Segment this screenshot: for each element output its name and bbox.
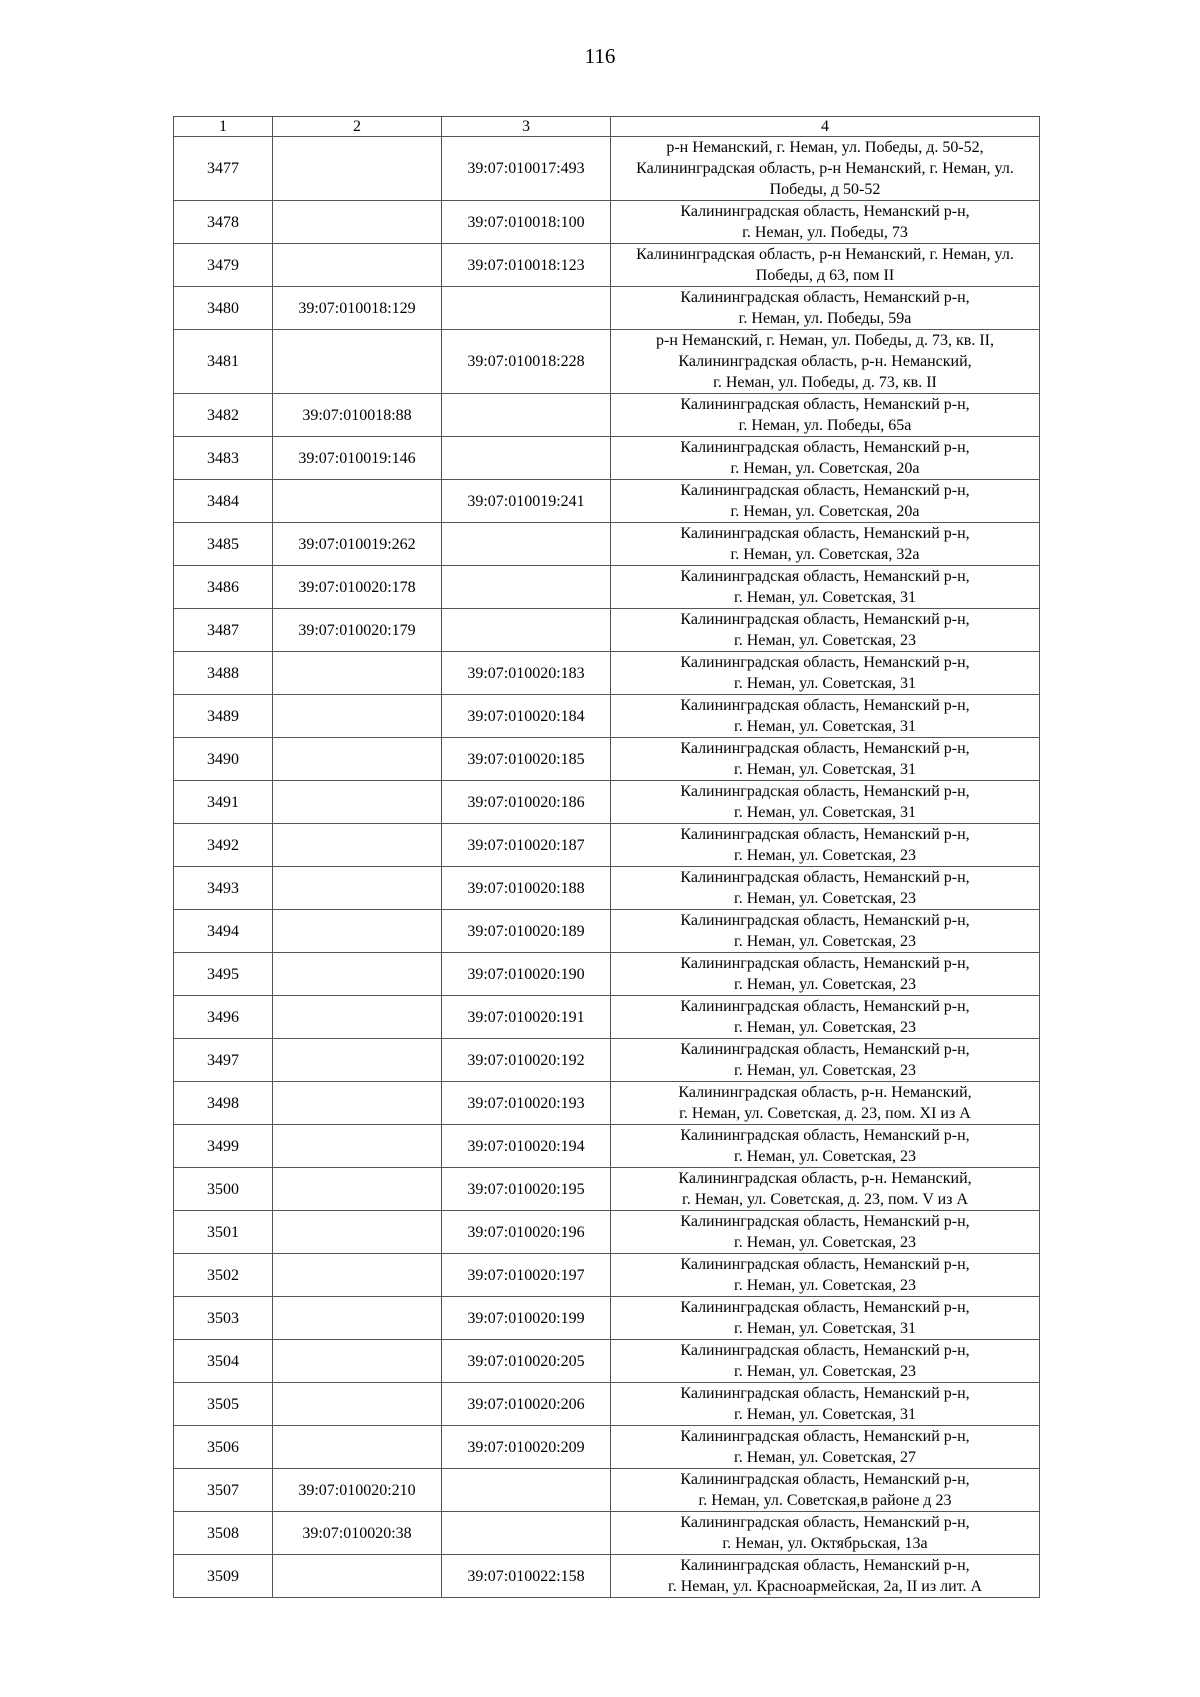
address-cell: Калининградская область, Неманский р-н, г. Неман, ул. Советская, 23	[611, 1039, 1040, 1082]
cadastral-number-col3: 39:07:010020:190	[442, 953, 611, 996]
table-row	[174, 523, 1040, 566]
table-row	[174, 953, 1040, 996]
row-number: 3483	[174, 437, 273, 480]
address-cell: Калининградская область, Неманский р-н, г. Неман, ул. Победы, 73	[611, 201, 1040, 244]
table-row	[174, 609, 1040, 652]
cadastral-number-col2	[273, 1168, 442, 1211]
address-cell: Калининградская область, Неманский р-н, г. Неман, ул. Советская, 23	[611, 609, 1040, 652]
cadastral-number-col2: 39:07:010018:88	[273, 394, 442, 437]
row-number: 3498	[174, 1082, 273, 1125]
cadastral-number-col2	[273, 1082, 442, 1125]
address-cell: Калининградская область, Неманский р-н, г. Неман, ул. Советская, 23	[611, 1340, 1040, 1383]
cadastral-number-col2	[273, 1340, 442, 1383]
row-number: 3500	[174, 1168, 273, 1211]
cadastral-number-col2	[273, 480, 442, 523]
row-number: 3492	[174, 824, 273, 867]
table-row	[174, 1340, 1040, 1383]
address-cell: Калининградская область, Неманский р-н, г. Неман, ул. Советская, 31	[611, 695, 1040, 738]
row-number: 3485	[174, 523, 273, 566]
cadastral-number-col3: 39:07:010018:123	[442, 244, 611, 287]
table-row	[174, 394, 1040, 437]
table-row	[174, 1082, 1040, 1125]
row-number: 3496	[174, 996, 273, 1039]
cadastral-number-col3: 39:07:010018:228	[442, 330, 611, 394]
address-cell: Калининградская область, Неманский р-н, г. Неман, ул. Советская, 31	[611, 781, 1040, 824]
row-number: 3508	[174, 1512, 273, 1555]
cadastral-number-col2: 39:07:010020:178	[273, 566, 442, 609]
cadastral-number-col3: 39:07:010022:158	[442, 1555, 611, 1598]
cadastral-number-col3: 39:07:010020:197	[442, 1254, 611, 1297]
table-body	[174, 137, 1040, 1598]
address-cell: Калининградская область, Неманский р-н, г. Неман, ул. Советская, 31	[611, 1383, 1040, 1426]
cadastral-number-col3	[442, 523, 611, 566]
table-row	[174, 910, 1040, 953]
table-row	[174, 566, 1040, 609]
address-cell: Калининградская область, Неманский р-н, г. Неман, ул. Красноармейская, 2а, II из лит. А	[611, 1555, 1040, 1598]
cadastral-number-col3: 39:07:010020:199	[442, 1297, 611, 1340]
cadastral-number-col3	[442, 437, 611, 480]
row-number: 3484	[174, 480, 273, 523]
address-cell: Калининградская область, Неманский р-н, г. Неман, ул. Советская, 23	[611, 953, 1040, 996]
table-row	[174, 480, 1040, 523]
table-row	[174, 824, 1040, 867]
address-cell: Калининградская область, Неманский р-н, г. Неман, ул. Октябрьская, 13а	[611, 1512, 1040, 1555]
address-cell: Калининградская область, Неманский р-н, г. Неман, ул. Советская,в районе д 23	[611, 1469, 1040, 1512]
cadastral-number-col2	[273, 1297, 442, 1340]
table-row	[174, 652, 1040, 695]
address-cell: Калининградская область, Неманский р-н, г. Неман, ул. Советская, 23	[611, 1125, 1040, 1168]
column-header-1: 1	[174, 117, 273, 137]
cadastral-number-col3: 39:07:010020:196	[442, 1211, 611, 1254]
address-cell: р-н Неманский, г. Неман, ул. Победы, д. 50-52, Калининградская область, р-н Неманский, г. Неман, ул. Победы, д 50-52	[611, 137, 1040, 201]
cadastral-number-col2: 39:07:010019:262	[273, 523, 442, 566]
row-number: 3486	[174, 566, 273, 609]
address-cell: Калининградская область, Неманский р-н, г. Неман, ул. Победы, 59а	[611, 287, 1040, 330]
cadastral-number-col3: 39:07:010020:183	[442, 652, 611, 695]
row-number: 3507	[174, 1469, 273, 1512]
table-row	[174, 1168, 1040, 1211]
row-number: 3479	[174, 244, 273, 287]
row-number: 3488	[174, 652, 273, 695]
table-row	[174, 867, 1040, 910]
row-number: 3504	[174, 1340, 273, 1383]
row-number: 3509	[174, 1555, 273, 1598]
table-row	[174, 1426, 1040, 1469]
cadastral-number-col3: 39:07:010020:205	[442, 1340, 611, 1383]
address-cell: Калининградская область, Неманский р-н, г. Неман, ул. Советская, 23	[611, 867, 1040, 910]
address-cell: Калининградская область, Неманский р-н, г. Неман, ул. Советская, 23	[611, 910, 1040, 953]
row-number: 3481	[174, 330, 273, 394]
address-cell: Калининградская область, Неманский р-н, г. Неман, ул. Советская, 23	[611, 1211, 1040, 1254]
cadastral-number-col2	[273, 824, 442, 867]
cadastral-number-col3: 39:07:010020:189	[442, 910, 611, 953]
column-header-2: 2	[273, 117, 442, 137]
table-row	[174, 1125, 1040, 1168]
address-cell: Калининградская область, Неманский р-н, г. Неман, ул. Советская, 31	[611, 652, 1040, 695]
row-number: 3506	[174, 1426, 273, 1469]
row-number: 3482	[174, 394, 273, 437]
cadastral-number-col2	[273, 1039, 442, 1082]
row-number: 3487	[174, 609, 273, 652]
cadastral-number-col2	[273, 1211, 442, 1254]
cadastral-number-col3: 39:07:010020:194	[442, 1125, 611, 1168]
address-cell: Калининградская область, Неманский р-н, г. Неман, ул. Советская, 23	[611, 996, 1040, 1039]
table-row	[174, 996, 1040, 1039]
cadastral-number-col3	[442, 394, 611, 437]
table-row	[174, 1383, 1040, 1426]
table-row	[174, 287, 1040, 330]
cadastral-number-col2: 39:07:010020:179	[273, 609, 442, 652]
cadastral-number-col2	[273, 738, 442, 781]
cadastral-number-col2	[273, 1426, 442, 1469]
row-number: 3505	[174, 1383, 273, 1426]
cadastral-number-col3: 39:07:010020:193	[442, 1082, 611, 1125]
cadastral-number-col2	[273, 867, 442, 910]
row-number: 3491	[174, 781, 273, 824]
cadastral-number-col2	[273, 953, 442, 996]
table-row	[174, 738, 1040, 781]
row-number: 3503	[174, 1297, 273, 1340]
address-cell: Калининградская область, р-н. Неманский, г. Неман, ул. Советская, д. 23, пом. XI из А	[611, 1082, 1040, 1125]
cadastral-number-col3: 39:07:010020:192	[442, 1039, 611, 1082]
cadastral-number-col2: 39:07:010020:38	[273, 1512, 442, 1555]
table-row	[174, 695, 1040, 738]
cadastral-number-col2	[273, 1125, 442, 1168]
address-cell: Калининградская область, р-н Неманский, г. Неман, ул. Победы, д 63, пом II	[611, 244, 1040, 287]
cadastral-number-col3: 39:07:010020:185	[442, 738, 611, 781]
cadastral-number-col2	[273, 1254, 442, 1297]
address-cell: Калининградская область, Неманский р-н, г. Неман, ул. Советская, 23	[611, 824, 1040, 867]
table-row	[174, 781, 1040, 824]
table-row	[174, 437, 1040, 480]
cadastral-number-col3	[442, 609, 611, 652]
row-number: 3501	[174, 1211, 273, 1254]
address-cell: Калининградская область, Неманский р-н, г. Неман, ул. Советская, 20а	[611, 480, 1040, 523]
cadastral-number-col2	[273, 201, 442, 244]
table-row	[174, 1555, 1040, 1598]
header-row	[174, 117, 1040, 137]
row-number: 3480	[174, 287, 273, 330]
table-row	[174, 137, 1040, 201]
cadastral-number-col3: 39:07:010020:184	[442, 695, 611, 738]
cadastral-number-col2: 39:07:010018:129	[273, 287, 442, 330]
cadastral-number-col2	[273, 1383, 442, 1426]
row-number: 3495	[174, 953, 273, 996]
table-row	[174, 1254, 1040, 1297]
cadastral-number-col2	[273, 244, 442, 287]
cadastral-number-col3: 39:07:010017:493	[442, 137, 611, 201]
address-cell: Калининградская область, Неманский р-н, г. Неман, ул. Советская, 31	[611, 1297, 1040, 1340]
cadastral-number-col3: 39:07:010020:206	[442, 1383, 611, 1426]
table-row	[174, 330, 1040, 394]
cadastral-number-col2: 39:07:010019:146	[273, 437, 442, 480]
cadastral-number-col3: 39:07:010020:186	[442, 781, 611, 824]
cadastral-number-col3: 39:07:010020:195	[442, 1168, 611, 1211]
cadastral-number-col3: 39:07:010019:241	[442, 480, 611, 523]
table-row	[174, 201, 1040, 244]
row-number: 3502	[174, 1254, 273, 1297]
cadastral-number-col3: 39:07:010020:188	[442, 867, 611, 910]
page-number: 116	[584, 44, 616, 68]
cadastral-number-col3: 39:07:010020:187	[442, 824, 611, 867]
cadastral-number-col3	[442, 287, 611, 330]
table-row	[174, 1469, 1040, 1512]
cadastral-number-col2	[273, 781, 442, 824]
address-cell: Калининградская область, Неманский р-н, г. Неман, ул. Советская, 31	[611, 566, 1040, 609]
cadastral-number-col3	[442, 1469, 611, 1512]
row-number: 3494	[174, 910, 273, 953]
address-cell: Калининградская область, Неманский р-н, г. Неман, ул. Советская, 27	[611, 1426, 1040, 1469]
table-row	[174, 1297, 1040, 1340]
cadastral-number-col2	[273, 330, 442, 394]
row-number: 3493	[174, 867, 273, 910]
address-cell: Калининградская область, Неманский р-н, г. Неман, ул. Победы, 65а	[611, 394, 1040, 437]
row-number: 3489	[174, 695, 273, 738]
cadastral-number-col2	[273, 137, 442, 201]
row-number: 3477	[174, 137, 273, 201]
cadastral-number-col3: 39:07:010020:191	[442, 996, 611, 1039]
address-cell: Калининградская область, Неманский р-н, г. Неман, ул. Советская, 31	[611, 738, 1040, 781]
cadastral-number-col2	[273, 996, 442, 1039]
row-number: 3499	[174, 1125, 273, 1168]
row-number: 3490	[174, 738, 273, 781]
cadastral-number-col2	[273, 652, 442, 695]
cadastral-number-col2	[273, 695, 442, 738]
cadastral-number-col3	[442, 566, 611, 609]
column-header-4: 4	[611, 117, 1040, 137]
table-row	[174, 1512, 1040, 1555]
column-header-3: 3	[442, 117, 611, 137]
cadastral-number-col3	[442, 1512, 611, 1555]
table-row	[174, 1039, 1040, 1082]
row-number: 3478	[174, 201, 273, 244]
row-number: 3497	[174, 1039, 273, 1082]
cadastral-number-col2	[273, 910, 442, 953]
cadastral-number-col2	[273, 1555, 442, 1598]
address-cell: Калининградская область, Неманский р-н, г. Неман, ул. Советская, 32а	[611, 523, 1040, 566]
table-row	[174, 1211, 1040, 1254]
address-cell: р-н Неманский, г. Неман, ул. Победы, д. 73, кв. II, Калининградская область, р-н. Неманский, г. Неман, ул. Победы, д. 73, кв. II	[611, 330, 1040, 394]
cadastral-number-col3: 39:07:010020:209	[442, 1426, 611, 1469]
cadastral-number-col3: 39:07:010018:100	[442, 201, 611, 244]
cadastral-number-col2: 39:07:010020:210	[273, 1469, 442, 1512]
table-row	[174, 244, 1040, 287]
address-cell: Калининградская область, р-н. Неманский, г. Неман, ул. Советская, д. 23, пом. V из А	[611, 1168, 1040, 1211]
register-table	[173, 116, 1040, 1598]
address-cell: Калининградская область, Неманский р-н, г. Неман, ул. Советская, 20а	[611, 437, 1040, 480]
address-cell: Калининградская область, Неманский р-н, г. Неман, ул. Советская, 23	[611, 1254, 1040, 1297]
